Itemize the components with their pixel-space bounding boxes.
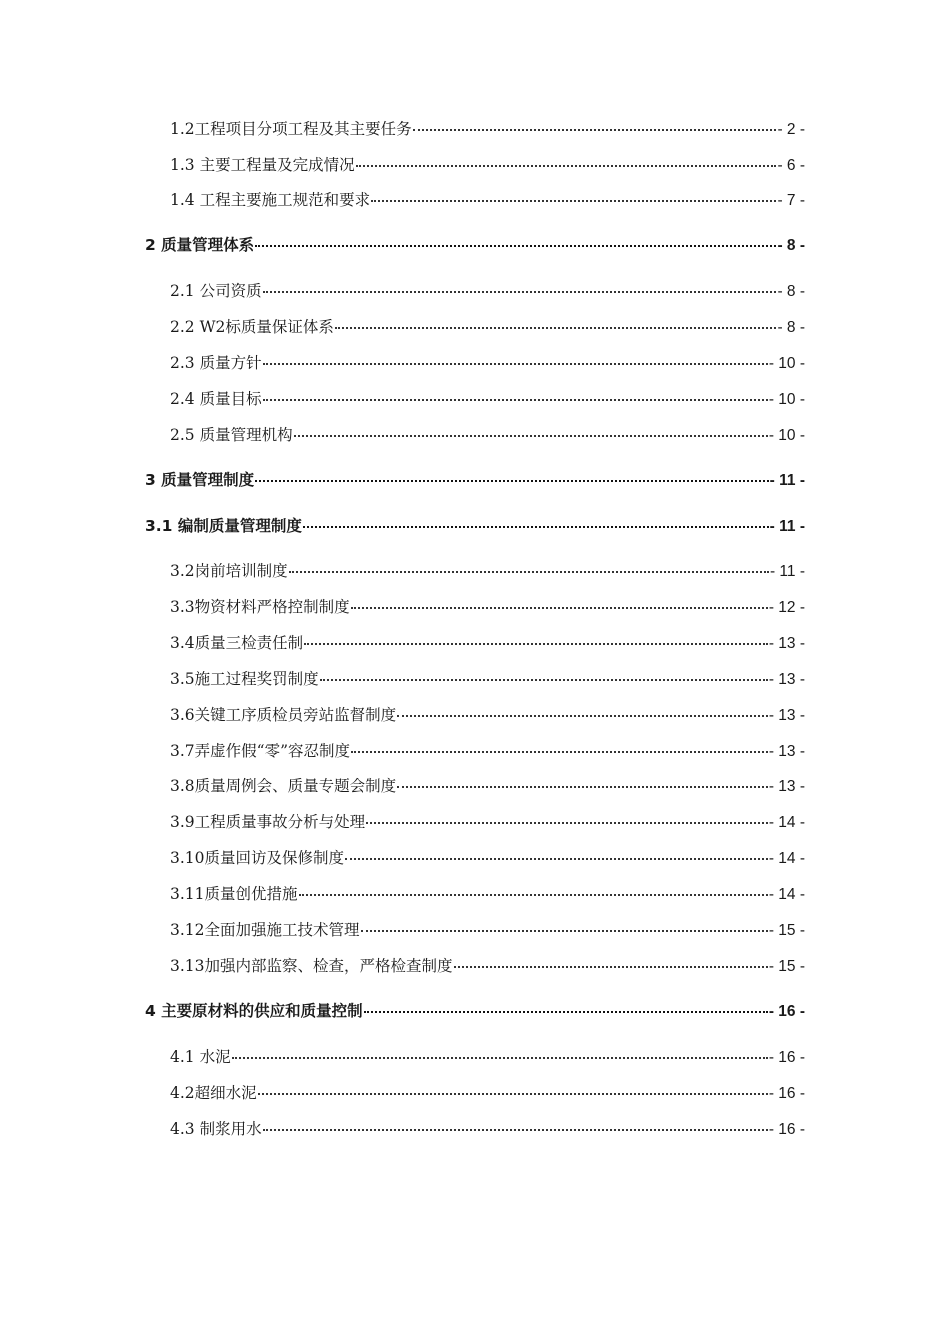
toc-page-number: - 16 - [768,1085,805,1102]
toc-entry-title: 3.11质量创优措施 [170,885,298,903]
toc-entry[interactable] [170,1045,805,1069]
toc-page-number: - 8 - [777,283,805,300]
toc-page-number: - 11 - [769,472,805,489]
toc-entry[interactable] [170,703,805,727]
toc-page-number: - 11 - [769,518,805,535]
toc-entry-title: 3.6关键工序质检员旁站监督制度 [170,706,397,724]
toc-dot-leader [294,435,768,437]
toc-entry-title: 3 质量管理制度 [145,471,255,489]
toc-page-number: - 13 - [768,707,805,724]
toc-entry[interactable] [170,117,805,141]
toc-entry-title: 3.12全面加强施工技术管理 [170,921,360,939]
toc-dot-leader [258,1093,768,1095]
toc-entry[interactable] [170,387,805,411]
toc-dot-leader [303,526,769,528]
toc-dot-leader [361,930,768,932]
toc-entry-title: 3.5施工过程奖罚制度 [170,670,319,688]
toc-dot-leader [454,966,768,968]
toc-dot-leader [263,363,768,365]
toc-entry[interactable] [170,846,805,870]
toc-entry-title: 2.5 质量管理机构 [170,426,293,444]
toc-entry[interactable] [170,882,805,906]
toc-entry-title: 3.8质量周例会、质量专题会制度 [170,777,397,795]
toc-entry-title: 2.1 公司资质 [170,282,262,300]
toc-entry[interactable] [170,559,805,583]
toc-page-number: - 14 - [768,814,805,831]
toc-dot-leader [289,571,769,573]
toc-entry-title: 3.1 编制质量管理制度 [145,517,302,535]
toc-dot-leader [255,480,768,482]
toc-entry-title: 4.3 制浆用水 [170,1120,262,1138]
toc-entry-title: 3.3物资材料严格控制制度 [170,598,350,616]
toc-page-number: - 13 - [768,671,805,688]
toc-dot-leader [304,643,768,645]
toc-dot-leader [345,858,768,860]
toc-entry[interactable] [170,774,805,798]
toc-page-number: - 13 - [768,778,805,795]
toc-dot-leader [320,679,768,681]
toc-entry-title: 4.2超细水泥 [170,1084,257,1102]
toc-heading-entry[interactable] [145,468,805,492]
toc-entry[interactable] [170,423,805,447]
toc-dot-leader [351,751,768,753]
toc-dot-leader [356,165,777,167]
toc-dot-leader [366,822,768,824]
toc-entry[interactable] [170,351,805,375]
toc-entry[interactable] [170,595,805,619]
toc-page-number: - 2 - [777,121,805,138]
toc-entry[interactable] [170,954,805,978]
toc-dot-leader [371,200,776,202]
toc-dot-leader [397,715,768,717]
toc-entry[interactable] [170,153,805,177]
toc-entry-title: 4 主要原材料的供应和质量控制 [145,1002,363,1020]
toc-dot-leader [413,129,777,131]
toc-page-number: - 10 - [768,391,805,408]
toc-page-number: - 8 - [777,319,805,336]
toc-page-number: - 14 - [768,850,805,867]
toc-dot-leader [299,894,768,896]
toc-heading-entry[interactable] [145,514,805,538]
toc-page-number: - 12 - [768,599,805,616]
toc-entry[interactable] [170,315,805,339]
toc-dot-leader [263,291,777,293]
toc-page-number: - 6 - [777,157,805,174]
toc-page-number: - 10 - [768,355,805,372]
toc-entry-title: 3.9工程质量事故分析与处理 [170,813,366,831]
toc-entry[interactable] [170,1117,805,1141]
toc-page-number: - 16 - [768,1049,805,1066]
toc-entry[interactable] [170,188,805,212]
toc-page-number: - 10 - [768,427,805,444]
toc-entry[interactable] [170,279,805,303]
toc-heading-entry[interactable] [145,233,805,257]
toc-entry-title: 4.1 水泥 [170,1048,231,1066]
toc-page-number: - 11 - [769,563,805,580]
toc-page-number: - 15 - [768,958,805,975]
toc-entry-title: 1.2工程项目分项工程及其主要任务 [170,120,412,138]
toc-page-number: - 13 - [768,743,805,760]
toc-page-number: - 16 - [768,1121,805,1138]
toc-entry-title: 3.2岗前培训制度 [170,562,288,580]
toc-page-number: - 14 - [768,886,805,903]
toc-page-number: - 16 - [768,1003,805,1020]
toc-entry-title: 1.3 主要工程量及完成情况 [170,156,355,174]
toc-entry[interactable] [170,631,805,655]
toc-entry[interactable] [170,918,805,942]
toc-entry[interactable] [170,810,805,834]
toc-page-number: - 13 - [768,635,805,652]
toc-heading-entry[interactable] [145,999,805,1023]
toc-entry[interactable] [170,1081,805,1105]
toc-dot-leader [232,1057,768,1059]
toc-entry-title: 3.4质量三检责任制 [170,634,304,652]
toc-dot-leader [255,245,776,247]
toc-entry-title: 3.13加强内部监察、检查，严格检查制度 [170,957,453,975]
toc-entry-title: 3.10质量回访及保修制度 [170,849,345,867]
toc-entry[interactable] [170,739,805,763]
toc-dot-leader [364,1011,768,1013]
toc-page-number: - 8 - [777,237,805,254]
toc-entry-title: 2.3 质量方针 [170,354,262,372]
toc-dot-leader [263,1129,768,1131]
toc-page-number: - 7 - [777,192,805,209]
toc-entry[interactable] [170,667,805,691]
toc-entry-title: 2.4 质量目标 [170,390,262,408]
toc-entry-title: 3.7弄虚作假“零”容忍制度 [170,742,350,760]
toc-entry-title: 2 质量管理体系 [145,236,255,254]
toc-dot-leader [397,786,768,788]
toc-dot-leader [351,607,768,609]
toc-dot-leader [335,327,777,329]
toc-page-number: - 15 - [768,922,805,939]
toc-entry-title: 1.4 工程主要施工规范和要求 [170,191,371,209]
toc-dot-leader [263,399,768,401]
toc-entry-title: 2.2 W2标质量保证体系 [170,318,334,336]
